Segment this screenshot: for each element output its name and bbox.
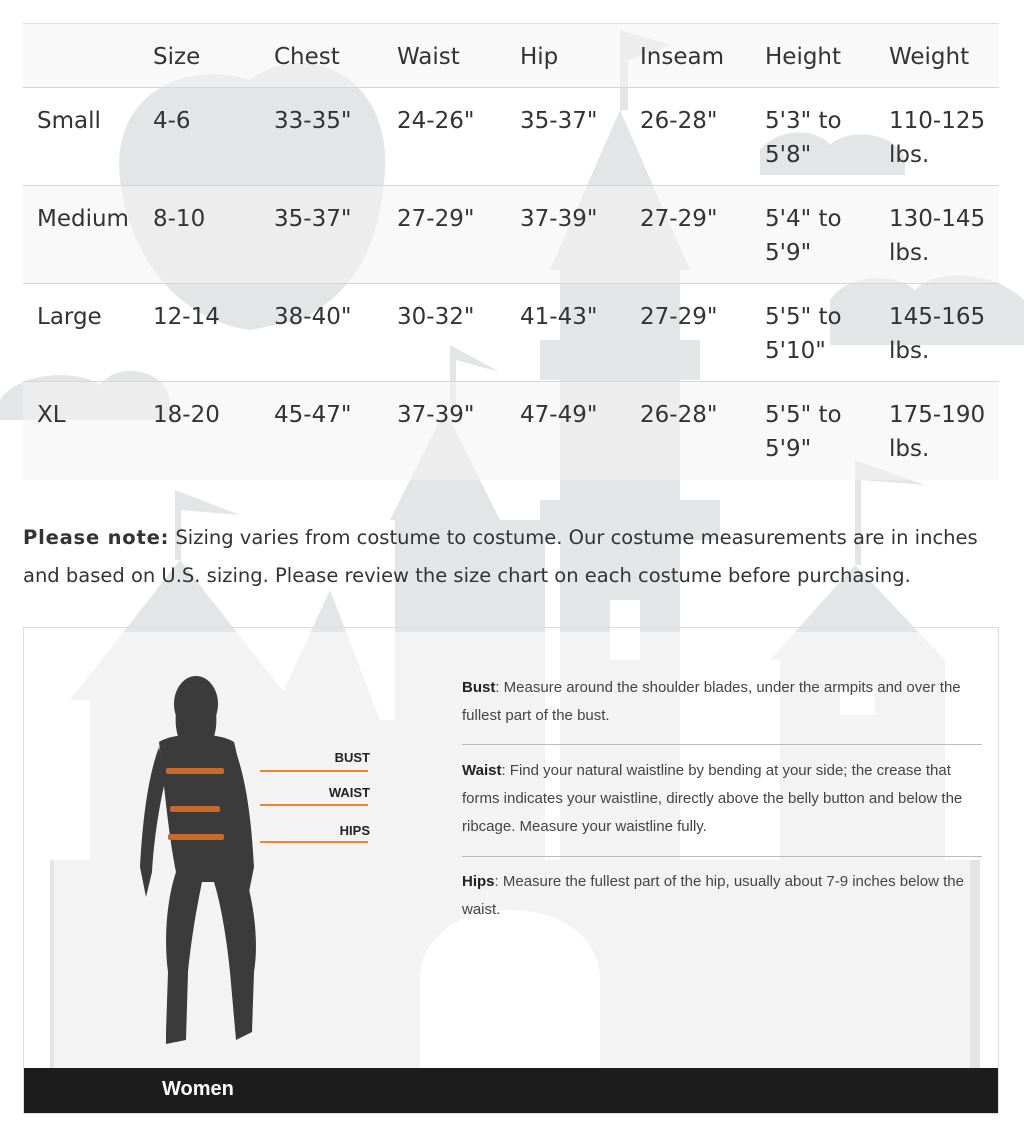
table-cell: 27-29" [397, 206, 475, 232]
guide-footer-title: Women [162, 1078, 234, 1100]
guide-footer-bar [24, 1068, 999, 1114]
hips-term: Hips [462, 873, 495, 890]
waist-description [462, 757, 986, 841]
table-cell: 4-6 [153, 108, 191, 134]
sizing-note-label: Please note: [23, 526, 170, 549]
header-cell-chest: Chest [274, 43, 340, 70]
measuring-guide-content [54, 632, 970, 1069]
waist-label: WAIST [328, 785, 370, 800]
header-cell-height: Height [765, 43, 842, 70]
size-chart-table [23, 23, 999, 480]
table-cell: 110-125 lbs. [889, 108, 986, 168]
hips-label: HIPS [339, 823, 370, 838]
table-cell: Medium [37, 206, 129, 232]
table-cell: 47-49" [520, 402, 598, 428]
table-cell: Large [37, 304, 102, 330]
table-cell: 35-37" [274, 206, 352, 232]
table-cell: XL [37, 402, 66, 428]
table-row [23, 88, 999, 186]
bust-term: Bust [462, 679, 496, 696]
table-row [23, 186, 999, 284]
sizing-note-text: Sizing varies from costume to costume. Our costume measurements are in inches and based on U.S. sizing. Please review the size chart on each costume before purchasing. [23, 526, 978, 587]
table-cell: 30-32" [397, 304, 475, 330]
table-cell: 33-35" [274, 108, 352, 134]
table-cell: 8-10 [153, 206, 206, 232]
table-header-row [23, 24, 999, 88]
table-cell: 5'5" to 5'10" [765, 304, 842, 364]
table-cell: 145-165 lbs. [889, 304, 986, 364]
table-cell: 35-37" [520, 108, 598, 134]
waist-text: : Find your natural waistline by bending at your side; the crease that forms indicates your waistline, directly above the belly button and below the ribcage. Measure your waistline fully. [462, 762, 963, 835]
table-cell: 38-40" [274, 304, 352, 330]
table-row [23, 284, 999, 382]
table-cell: 12-14 [153, 304, 220, 330]
table-cell: 18-20 [153, 402, 220, 428]
header-cell-hip: Hip [520, 43, 559, 70]
sizing-note [23, 519, 993, 595]
table-cell: 27-29" [640, 206, 718, 232]
bust-description [462, 674, 986, 730]
waist-term: Waist [462, 762, 502, 779]
bust-label: BUST [334, 750, 370, 765]
table-cell: 5'5" to 5'9" [765, 402, 842, 462]
table-cell: 37-39" [397, 402, 475, 428]
hips-description [462, 868, 986, 924]
table-cell: 26-28" [640, 108, 718, 134]
table-cell: 26-28" [640, 402, 718, 428]
header-cell-weight: Weight [889, 43, 970, 70]
table-cell: 175-190 lbs. [889, 402, 986, 462]
table-cell: 37-39" [520, 206, 598, 232]
header-cell-inseam: Inseam [640, 43, 724, 70]
table-cell: 24-26" [397, 108, 475, 134]
header-cell-size: Size [153, 43, 201, 70]
table-cell: 41-43" [520, 304, 598, 330]
table-cell: Small [37, 108, 101, 134]
table-cell: 45-47" [274, 402, 352, 428]
bust-text: : Measure around the shoulder blades, under the armpits and over the fullest part of the bust. [462, 679, 961, 724]
table-cell: 27-29" [640, 304, 718, 330]
table-cell: 5'3" to 5'8" [765, 108, 842, 168]
table-row [23, 382, 999, 480]
hips-text: : Measure the fullest part of the hip, usually about 7-9 inches below the waist. [462, 873, 964, 918]
table-cell: 130-145 lbs. [889, 206, 986, 266]
header-cell-empty [23, 24, 139, 88]
measuring-guide-panel [23, 627, 999, 1114]
woman-silhouette-figure [54, 632, 454, 1062]
divider [462, 744, 982, 745]
header-cell-waist: Waist [397, 43, 460, 70]
table-cell: 5'4" to 5'9" [765, 206, 842, 266]
divider [462, 856, 982, 857]
